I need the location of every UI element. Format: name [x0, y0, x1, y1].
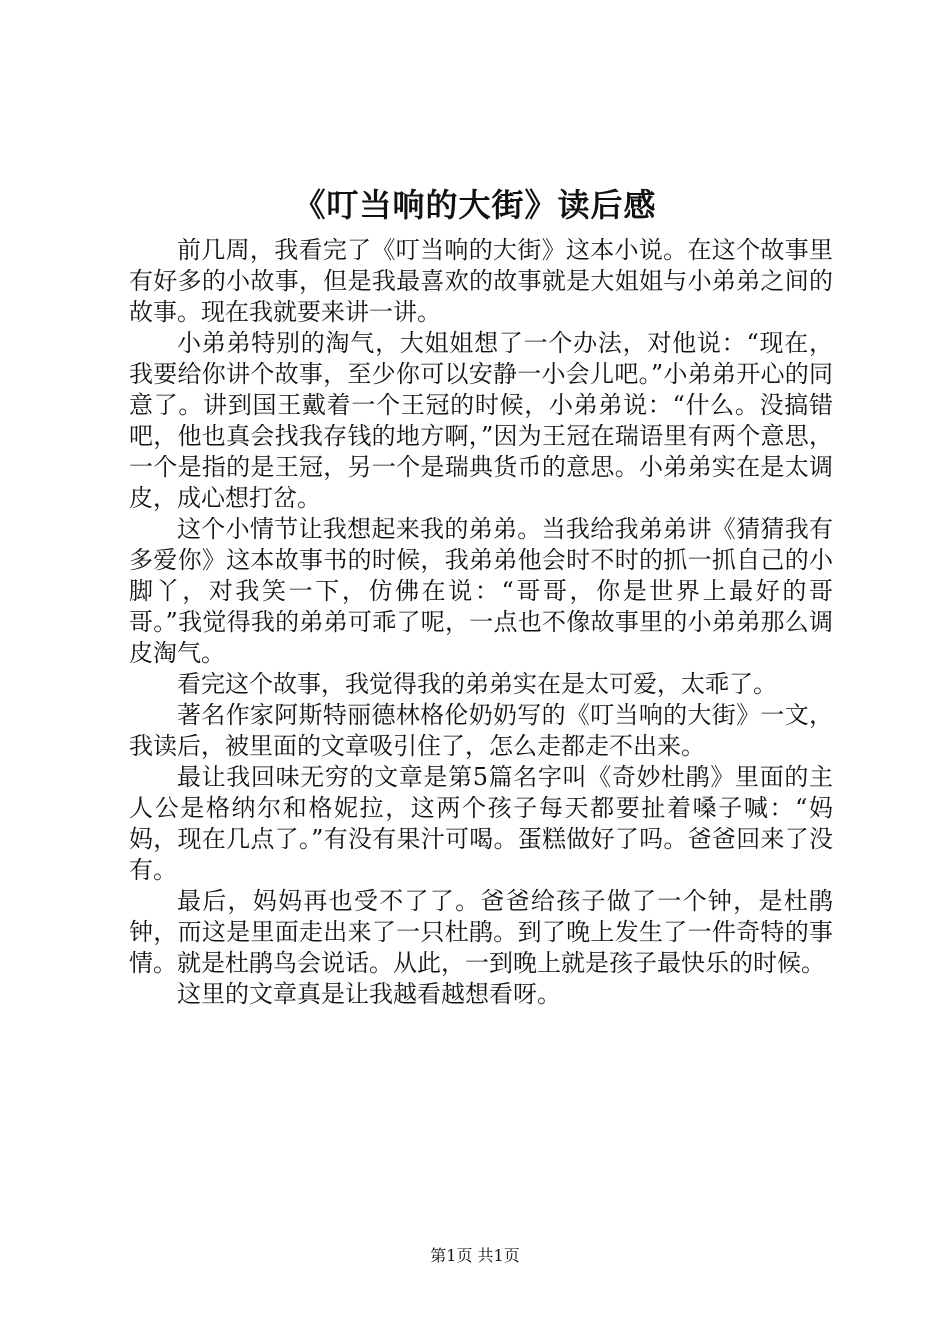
paragraph: 著名作家阿斯特丽德林格伦奶奶写的《叮当响的大街》一文，我读后，被里面的文章吸引住了，怎么走都走不出来。 [129, 701, 833, 760]
paragraph: 这个小情节让我想起来我的弟弟。当我给我弟弟讲《猜猜我有多爱你》这本故事书的时候，我弟弟他会时不时的抓一抓自己的小脚丫，对我笑一下，仿佛在说：“哥哥，你是世界上最好的哥哥。”我觉得我的弟弟可乖了呢，一点也不像故事里的小弟弟那么调皮淘气。 [129, 515, 833, 667]
page-footer: 第1页 共1页 [430, 1246, 520, 1265]
paragraph: 最后，妈妈再也受不了了。爸爸给孩子做了一个钟，是杜鹃钟，而这是里面走出来了一只杜鹃。到了晚上发生了一件奇特的事情。就是杜鹃鸟会说话。从此，一到晚上就是孩子最快乐的时候。 [129, 887, 833, 977]
paragraph: 小弟弟特别的淘气，大姐姐想了一个办法，对他说：“现在，我要给你讲个故事，至少你可以安静一小会儿吧。”小弟弟开心的同意了。讲到国王戴着一个王冠的时候，小弟弟说：“什么。没搞错吧，他也真会找我存钱的地方啊，”因为王冠在瑞语里有两个意思，一个是指的是王冠，另一个是瑞典货币的意思。小弟弟实在是太调皮，成心想打岔。 [129, 329, 833, 512]
document-body [129, 235, 833, 1010]
document-title: 《叮当响的大街》读后感 [293, 186, 657, 224]
paragraph: 最让我回味无穷的文章是第5篇名字叫《奇妙杜鹃》里面的主人公是格纳尔和格妮拉，这两个孩子每天都要扯着嗓子喊：“妈妈，现在几点了。”有没有果汁可喝。蛋糕做好了吗。爸爸回来了没有。 [129, 763, 833, 884]
paragraph: 前几周，我看完了《叮当响的大街》这本小说。在这个故事里有好多的小故事，但是我最喜欢的故事就是大姐姐与小弟弟之间的故事。现在我就要来讲一讲。 [129, 236, 833, 326]
paragraph: 这里的文章真是让我越看越想看呀。 [177, 980, 561, 1008]
paragraph: 看完这个故事，我觉得我的弟弟实在是太可爱，太乖了。 [177, 670, 777, 698]
